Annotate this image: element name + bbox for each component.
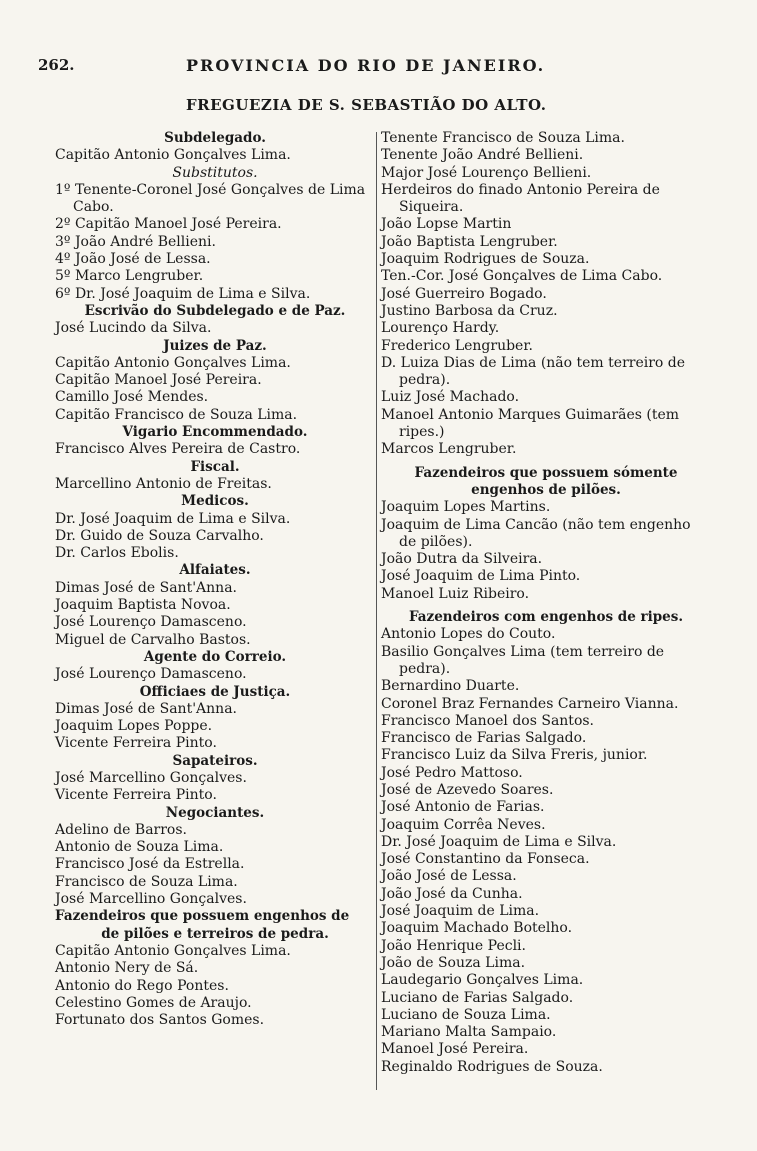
section-list	[55, 666, 375, 683]
list-item: Joaquim Corrêa Neves.	[381, 816, 546, 833]
list-item: José Antonio de Farias.	[381, 799, 545, 816]
list-item: Tenente João André Bellieni.	[381, 147, 584, 164]
list-item: José Joaquim de Lima.	[381, 903, 540, 920]
list-item: Vicente Ferreira Pinto.	[55, 787, 217, 804]
section-heading: Substitutos.	[172, 164, 258, 181]
right-column	[381, 130, 711, 1076]
list-item: Mariano Malta Sampaio.	[381, 1024, 557, 1041]
list-item: Antonio de Souza Lima.	[55, 839, 224, 856]
section-list	[55, 770, 375, 805]
list-item: Coronel Braz Fernandes Carneiro Vianna.	[381, 695, 679, 712]
section-list	[55, 355, 375, 424]
list-item: Adelino de Barros.	[55, 821, 187, 838]
list-item: Francisco José da Estrella.	[55, 856, 245, 873]
section-list	[55, 701, 375, 753]
section-list	[55, 822, 375, 908]
list-item: Laudegario Gonçalves Lima.	[381, 972, 584, 989]
section-heading: Fazendeiros com engenhos de ripes.	[408, 609, 684, 626]
section-list	[381, 626, 711, 1076]
section-heading: Alfaiates.	[179, 562, 251, 579]
list-item: Tenente Francisco de Souza Lima.	[381, 130, 625, 146]
section-heading: Sapateiros.	[172, 752, 258, 769]
list-item: Joaquim Lopes Martins.	[381, 499, 551, 516]
list-item: Joaquim Lopes Poppe.	[55, 718, 213, 735]
list-item: de pilões).	[399, 533, 473, 550]
list-item: Francisco Luiz da Silva Freris, junior.	[381, 747, 648, 764]
list-item: ripes.)	[399, 424, 445, 441]
section-list	[55, 511, 375, 563]
list-item: Camillo José Mendes.	[55, 389, 209, 406]
section-heading: Juizes de Paz.	[163, 337, 267, 354]
list-item: Francisco Manoel dos Santos.	[381, 712, 595, 729]
list-item: Dr. Carlos Ebolis.	[55, 545, 179, 562]
section-list	[55, 580, 375, 649]
list-item: José de Azevedo Soares.	[381, 781, 554, 798]
list-item: 1º Tenente-Coronel José Gonçalves de Lima	[55, 181, 366, 198]
list-item: João José da Cunha.	[381, 885, 523, 902]
list-item: Manoel Luiz Ribeiro.	[381, 585, 530, 602]
section-list	[55, 147, 375, 164]
section-heading: Fazendeiros que possuem engenhos de	[55, 908, 350, 925]
list-item: Celestino Gomes de Araujo.	[55, 994, 252, 1011]
section-heading: engenhos de pilões.	[471, 481, 621, 498]
list-item: Marcos Lengruber.	[381, 441, 517, 458]
list-item: Manoel José Pereira.	[381, 1041, 529, 1058]
list-item: José Marcellino Gonçalves.	[55, 891, 247, 908]
list-item: João José de Lessa.	[381, 868, 517, 885]
list-item: D. Luiza Dias de Lima (não tem terreiro de	[381, 354, 686, 371]
list-item: pedra).	[399, 660, 451, 677]
section-heading: Medicos.	[181, 493, 249, 510]
section-list	[381, 130, 711, 459]
list-item: Francisco de Souza Lima.	[55, 873, 238, 890]
list-item: Francisco de Farias Salgado.	[381, 730, 587, 747]
list-item: Dr. Guido de Souza Carvalho.	[55, 527, 264, 544]
list-item: José Lourenço Damasceno.	[55, 614, 247, 631]
list-item: José Joaquim de Lima Pinto.	[381, 568, 581, 585]
list-item: João de Souza Lima.	[381, 954, 526, 971]
list-item: Capitão Antonio Gonçalves Lima.	[55, 147, 291, 164]
list-item: Herdeiros do finado Antonio Pereira de	[381, 181, 660, 198]
list-item: Luiz José Machado.	[381, 389, 520, 406]
section-list	[55, 441, 375, 458]
list-item: Basilio Gonçalves Lima (tem terreiro de	[381, 643, 665, 660]
list-item: Joaquim Baptista Novoa.	[55, 597, 231, 614]
section-heading: Officiaes de Justiça.	[139, 683, 291, 700]
left-column	[55, 130, 375, 1029]
section-heading: Fazendeiros que possuem sómente	[414, 464, 678, 481]
list-item: Antonio do Rego Pontes.	[55, 977, 229, 994]
list-item: 4º João José de Lessa.	[55, 251, 211, 268]
list-item: João Dutra da Silveira.	[381, 551, 543, 568]
list-item: José Marcellino Gonçalves.	[55, 769, 247, 786]
list-item: 5º Marco Lengruber.	[55, 268, 204, 285]
section-heading: Fiscal.	[190, 458, 240, 475]
list-item: João Baptista Lengruber.	[381, 233, 558, 250]
section-list	[55, 182, 375, 303]
column-divider	[376, 132, 377, 1090]
list-item: Francisco Alves Pereira de Castro.	[55, 441, 301, 458]
list-item: Marcellino Antonio de Freitas.	[55, 475, 272, 492]
list-item: João Lopse Martin	[381, 216, 512, 233]
section-heading: Negociantes.	[165, 804, 265, 821]
list-item: José Lourenço Damasceno.	[55, 666, 247, 683]
list-item: Justino Barbosa da Cruz.	[381, 302, 558, 319]
page-number: 262.	[38, 56, 75, 74]
list-item: Siqueira.	[399, 199, 464, 216]
list-item: Ten.-Cor. José Gonçalves de Lima Cabo.	[381, 268, 663, 285]
list-item: Fortunato dos Santos Gomes.	[55, 1012, 265, 1029]
list-item: José Pedro Mattoso.	[381, 764, 523, 781]
list-item: Joaquim de Lima Cancão (não tem engenho	[381, 516, 691, 533]
list-item: João Henrique Pecli.	[381, 937, 526, 954]
section-heading: Vigario Encommendado.	[122, 424, 308, 441]
list-item: Antonio Nery de Sá.	[55, 960, 199, 977]
list-item: Joaquim Rodrigues de Souza.	[381, 251, 590, 268]
list-item: Capitão Manoel José Pereira.	[55, 372, 262, 389]
section-heading: Subdelegado.	[164, 130, 266, 146]
section-list	[381, 499, 711, 603]
list-item: Dr. José Joaquim de Lima e Silva.	[381, 833, 617, 850]
list-item: Frederico Lengruber.	[381, 337, 533, 354]
list-item: Manoel Antonio Marques Guimarães (tem	[381, 406, 680, 423]
list-item: Miguel de Carvalho Bastos.	[55, 631, 251, 648]
list-item: Dimas José de Sant'Anna.	[55, 579, 237, 596]
list-item: José Lucindo da Silva.	[55, 320, 212, 337]
list-item: Cabo.	[73, 199, 114, 216]
list-item: Luciano de Souza Lima.	[381, 1006, 551, 1023]
list-item: Capitão Francisco de Souza Lima.	[55, 406, 298, 423]
section-list	[55, 320, 375, 337]
section-heading: de pilões e terreiros de pedra.	[101, 925, 329, 942]
list-item: Capitão Antonio Gonçalves Lima.	[55, 354, 291, 371]
list-item: Vicente Ferreira Pinto.	[55, 735, 217, 752]
page-title: PROVINCIA DO RIO DE JANEIRO.	[186, 56, 546, 75]
list-item: Bernardino Duarte.	[381, 678, 520, 695]
section-heading: Agente do Correio.	[143, 648, 287, 665]
list-item: 2º Capitão Manoel José Pereira.	[55, 216, 282, 233]
list-item: Capitão Antonio Gonçalves Lima.	[55, 942, 291, 959]
list-item: 6º Dr. José Joaquim de Lima e Silva.	[55, 285, 311, 302]
list-item: Major José Lourenço Bellieni.	[381, 164, 592, 181]
list-item: José Constantino da Fonseca.	[381, 851, 590, 868]
section-list	[55, 943, 375, 1029]
parish-title: FREGUEZIA DE S. SEBASTIÃO DO ALTO.	[186, 96, 547, 114]
list-item: José Guerreiro Bogado.	[381, 285, 547, 302]
list-item: Luciano de Farias Salgado.	[381, 989, 574, 1006]
section-list	[55, 476, 375, 493]
list-item: Dr. José Joaquim de Lima e Silva.	[55, 510, 291, 527]
list-item: Lourenço Hardy.	[381, 320, 500, 337]
list-item: Reginaldo Rodrigues de Souza.	[381, 1058, 603, 1075]
list-item: Antonio Lopes do Couto.	[381, 626, 556, 643]
section-heading: Escrivão do Subdelegado e de Paz.	[84, 302, 346, 319]
list-item: Dimas José de Sant'Anna.	[55, 700, 237, 717]
list-item: 3º João André Bellieni.	[55, 233, 216, 250]
list-item: pedra).	[399, 372, 451, 389]
list-item: Joaquim Machado Botelho.	[381, 920, 573, 937]
